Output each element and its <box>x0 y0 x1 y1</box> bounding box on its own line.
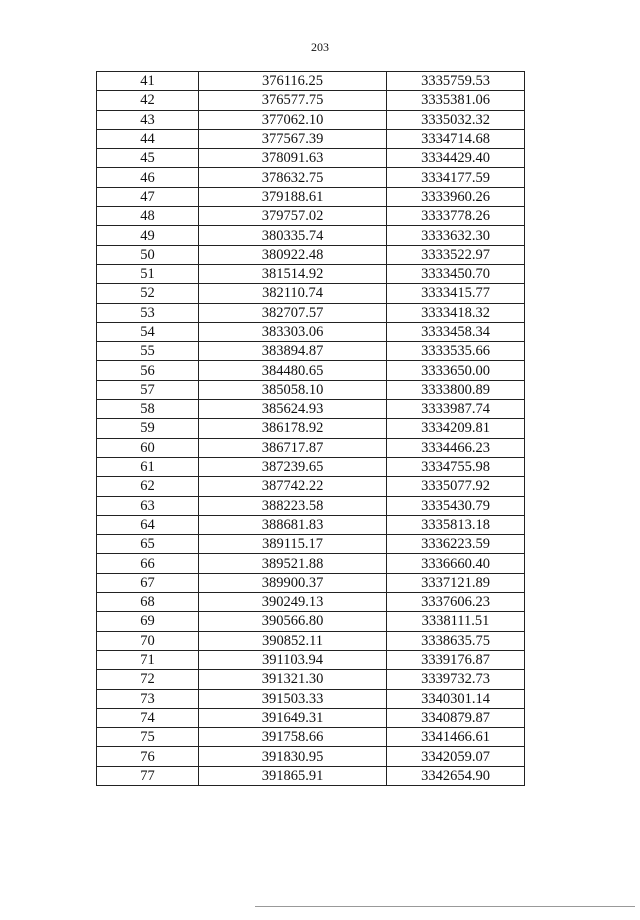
y-coordinate-cell: 3334209.81 <box>387 419 525 438</box>
table-row <box>97 631 525 650</box>
x-coordinate-cell: 390249.13 <box>199 593 387 612</box>
point-number-cell: 71 <box>97 650 199 669</box>
point-number-cell: 44 <box>97 129 199 148</box>
table-row <box>97 264 525 283</box>
x-coordinate-cell: 387239.65 <box>199 457 387 476</box>
y-coordinate-cell: 3333632.30 <box>387 226 525 245</box>
y-coordinate-cell: 3340301.14 <box>387 689 525 708</box>
x-coordinate-cell: 390852.11 <box>199 631 387 650</box>
x-coordinate-cell: 382707.57 <box>199 303 387 322</box>
x-coordinate-cell: 387742.22 <box>199 477 387 496</box>
point-number-cell: 41 <box>97 72 199 91</box>
x-coordinate-cell: 376577.75 <box>199 91 387 110</box>
y-coordinate-cell: 3334429.40 <box>387 149 525 168</box>
point-number-cell: 56 <box>97 361 199 380</box>
x-coordinate-cell: 378632.75 <box>199 168 387 187</box>
x-coordinate-cell: 391503.33 <box>199 689 387 708</box>
point-number-cell: 47 <box>97 187 199 206</box>
point-number-cell: 69 <box>97 612 199 631</box>
y-coordinate-cell: 3333987.74 <box>387 400 525 419</box>
x-coordinate-cell: 382110.74 <box>199 284 387 303</box>
point-number-cell: 42 <box>97 91 199 110</box>
y-coordinate-cell: 3333800.89 <box>387 380 525 399</box>
x-coordinate-cell: 389115.17 <box>199 535 387 554</box>
y-coordinate-cell: 3337121.89 <box>387 573 525 592</box>
point-number-cell: 74 <box>97 708 199 727</box>
x-coordinate-cell: 381514.92 <box>199 264 387 283</box>
x-coordinate-cell: 379188.61 <box>199 187 387 206</box>
table-row <box>97 457 525 476</box>
table-row <box>97 342 525 361</box>
point-number-cell: 54 <box>97 322 199 341</box>
y-coordinate-cell: 3333418.32 <box>387 303 525 322</box>
table-row <box>97 438 525 457</box>
table-row <box>97 91 525 110</box>
table-row <box>97 284 525 303</box>
point-number-cell: 72 <box>97 670 199 689</box>
y-coordinate-cell: 3335813.18 <box>387 515 525 534</box>
y-coordinate-cell: 3333458.34 <box>387 322 525 341</box>
table-row <box>97 593 525 612</box>
y-coordinate-cell: 3341466.61 <box>387 728 525 747</box>
x-coordinate-cell: 386178.92 <box>199 419 387 438</box>
table-row <box>97 303 525 322</box>
footer-rule <box>255 906 635 907</box>
x-coordinate-cell: 385624.93 <box>199 400 387 419</box>
x-coordinate-cell: 391649.31 <box>199 708 387 727</box>
table-row <box>97 650 525 669</box>
x-coordinate-cell: 391758.66 <box>199 728 387 747</box>
point-number-cell: 58 <box>97 400 199 419</box>
y-coordinate-cell: 3336223.59 <box>387 535 525 554</box>
x-coordinate-cell: 376116.25 <box>199 72 387 91</box>
point-number-cell: 53 <box>97 303 199 322</box>
table-row <box>97 245 525 264</box>
point-number-cell: 50 <box>97 245 199 264</box>
table-row <box>97 226 525 245</box>
x-coordinate-cell: 391865.91 <box>199 766 387 785</box>
point-number-cell: 62 <box>97 477 199 496</box>
table-row <box>97 535 525 554</box>
x-coordinate-cell: 388223.58 <box>199 496 387 515</box>
point-number-cell: 77 <box>97 766 199 785</box>
y-coordinate-cell: 3339732.73 <box>387 670 525 689</box>
y-coordinate-cell: 3333778.26 <box>387 207 525 226</box>
y-coordinate-cell: 3340879.87 <box>387 708 525 727</box>
point-number-cell: 61 <box>97 457 199 476</box>
x-coordinate-cell: 377567.39 <box>199 129 387 148</box>
x-coordinate-cell: 384480.65 <box>199 361 387 380</box>
table-row <box>97 72 525 91</box>
table-row <box>97 554 525 573</box>
table-row <box>97 689 525 708</box>
x-coordinate-cell: 391103.94 <box>199 650 387 669</box>
y-coordinate-cell: 3333450.70 <box>387 264 525 283</box>
y-coordinate-cell: 3333415.77 <box>387 284 525 303</box>
x-coordinate-cell: 386717.87 <box>199 438 387 457</box>
point-number-cell: 49 <box>97 226 199 245</box>
coordinate-table <box>96 71 525 786</box>
point-number-cell: 43 <box>97 110 199 129</box>
table-row <box>97 322 525 341</box>
table-row <box>97 747 525 766</box>
point-number-cell: 70 <box>97 631 199 650</box>
table-row <box>97 477 525 496</box>
table-row <box>97 380 525 399</box>
x-coordinate-cell: 385058.10 <box>199 380 387 399</box>
x-coordinate-cell: 389900.37 <box>199 573 387 592</box>
table-row <box>97 708 525 727</box>
y-coordinate-cell: 3335430.79 <box>387 496 525 515</box>
y-coordinate-cell: 3333535.66 <box>387 342 525 361</box>
y-coordinate-cell: 3335077.92 <box>387 477 525 496</box>
x-coordinate-cell: 388681.83 <box>199 515 387 534</box>
table-row <box>97 207 525 226</box>
x-coordinate-cell: 389521.88 <box>199 554 387 573</box>
y-coordinate-cell: 3338635.75 <box>387 631 525 650</box>
y-coordinate-cell: 3335381.06 <box>387 91 525 110</box>
x-coordinate-cell: 377062.10 <box>199 110 387 129</box>
y-coordinate-cell: 3333650.00 <box>387 361 525 380</box>
y-coordinate-cell: 3333522.97 <box>387 245 525 264</box>
point-number-cell: 45 <box>97 149 199 168</box>
y-coordinate-cell: 3335759.53 <box>387 72 525 91</box>
point-number-cell: 55 <box>97 342 199 361</box>
table-row <box>97 728 525 747</box>
table-row <box>97 400 525 419</box>
x-coordinate-cell: 380335.74 <box>199 226 387 245</box>
point-number-cell: 76 <box>97 747 199 766</box>
table-row <box>97 766 525 785</box>
y-coordinate-cell: 3334755.98 <box>387 457 525 476</box>
y-coordinate-cell: 3338111.51 <box>387 612 525 631</box>
x-coordinate-cell: 391321.30 <box>199 670 387 689</box>
table-row <box>97 670 525 689</box>
point-number-cell: 66 <box>97 554 199 573</box>
point-number-cell: 46 <box>97 168 199 187</box>
y-coordinate-cell: 3334714.68 <box>387 129 525 148</box>
page-number: 203 <box>311 40 329 54</box>
coordinate-table-body <box>97 72 525 786</box>
table-row <box>97 110 525 129</box>
table-row <box>97 419 525 438</box>
point-number-cell: 64 <box>97 515 199 534</box>
point-number-cell: 67 <box>97 573 199 592</box>
point-number-cell: 73 <box>97 689 199 708</box>
y-coordinate-cell: 3342654.90 <box>387 766 525 785</box>
point-number-cell: 48 <box>97 207 199 226</box>
table-row <box>97 168 525 187</box>
point-number-cell: 59 <box>97 419 199 438</box>
x-coordinate-cell: 380922.48 <box>199 245 387 264</box>
table-row <box>97 149 525 168</box>
x-coordinate-cell: 378091.63 <box>199 149 387 168</box>
point-number-cell: 57 <box>97 380 199 399</box>
point-number-cell: 63 <box>97 496 199 515</box>
table-row <box>97 496 525 515</box>
y-coordinate-cell: 3342059.07 <box>387 747 525 766</box>
y-coordinate-cell: 3335032.32 <box>387 110 525 129</box>
x-coordinate-cell: 383894.87 <box>199 342 387 361</box>
x-coordinate-cell: 391830.95 <box>199 747 387 766</box>
y-coordinate-cell: 3336660.40 <box>387 554 525 573</box>
table-row <box>97 612 525 631</box>
point-number-cell: 52 <box>97 284 199 303</box>
y-coordinate-cell: 3333960.26 <box>387 187 525 206</box>
y-coordinate-cell: 3334466.23 <box>387 438 525 457</box>
point-number-cell: 51 <box>97 264 199 283</box>
point-number-cell: 65 <box>97 535 199 554</box>
y-coordinate-cell: 3334177.59 <box>387 168 525 187</box>
point-number-cell: 75 <box>97 728 199 747</box>
x-coordinate-cell: 379757.02 <box>199 207 387 226</box>
x-coordinate-cell: 383303.06 <box>199 322 387 341</box>
table-row <box>97 129 525 148</box>
x-coordinate-cell: 390566.80 <box>199 612 387 631</box>
table-row <box>97 515 525 534</box>
y-coordinate-cell: 3339176.87 <box>387 650 525 669</box>
point-number-cell: 60 <box>97 438 199 457</box>
table-row <box>97 573 525 592</box>
y-coordinate-cell: 3337606.23 <box>387 593 525 612</box>
table-row <box>97 361 525 380</box>
point-number-cell: 68 <box>97 593 199 612</box>
table-row <box>97 187 525 206</box>
